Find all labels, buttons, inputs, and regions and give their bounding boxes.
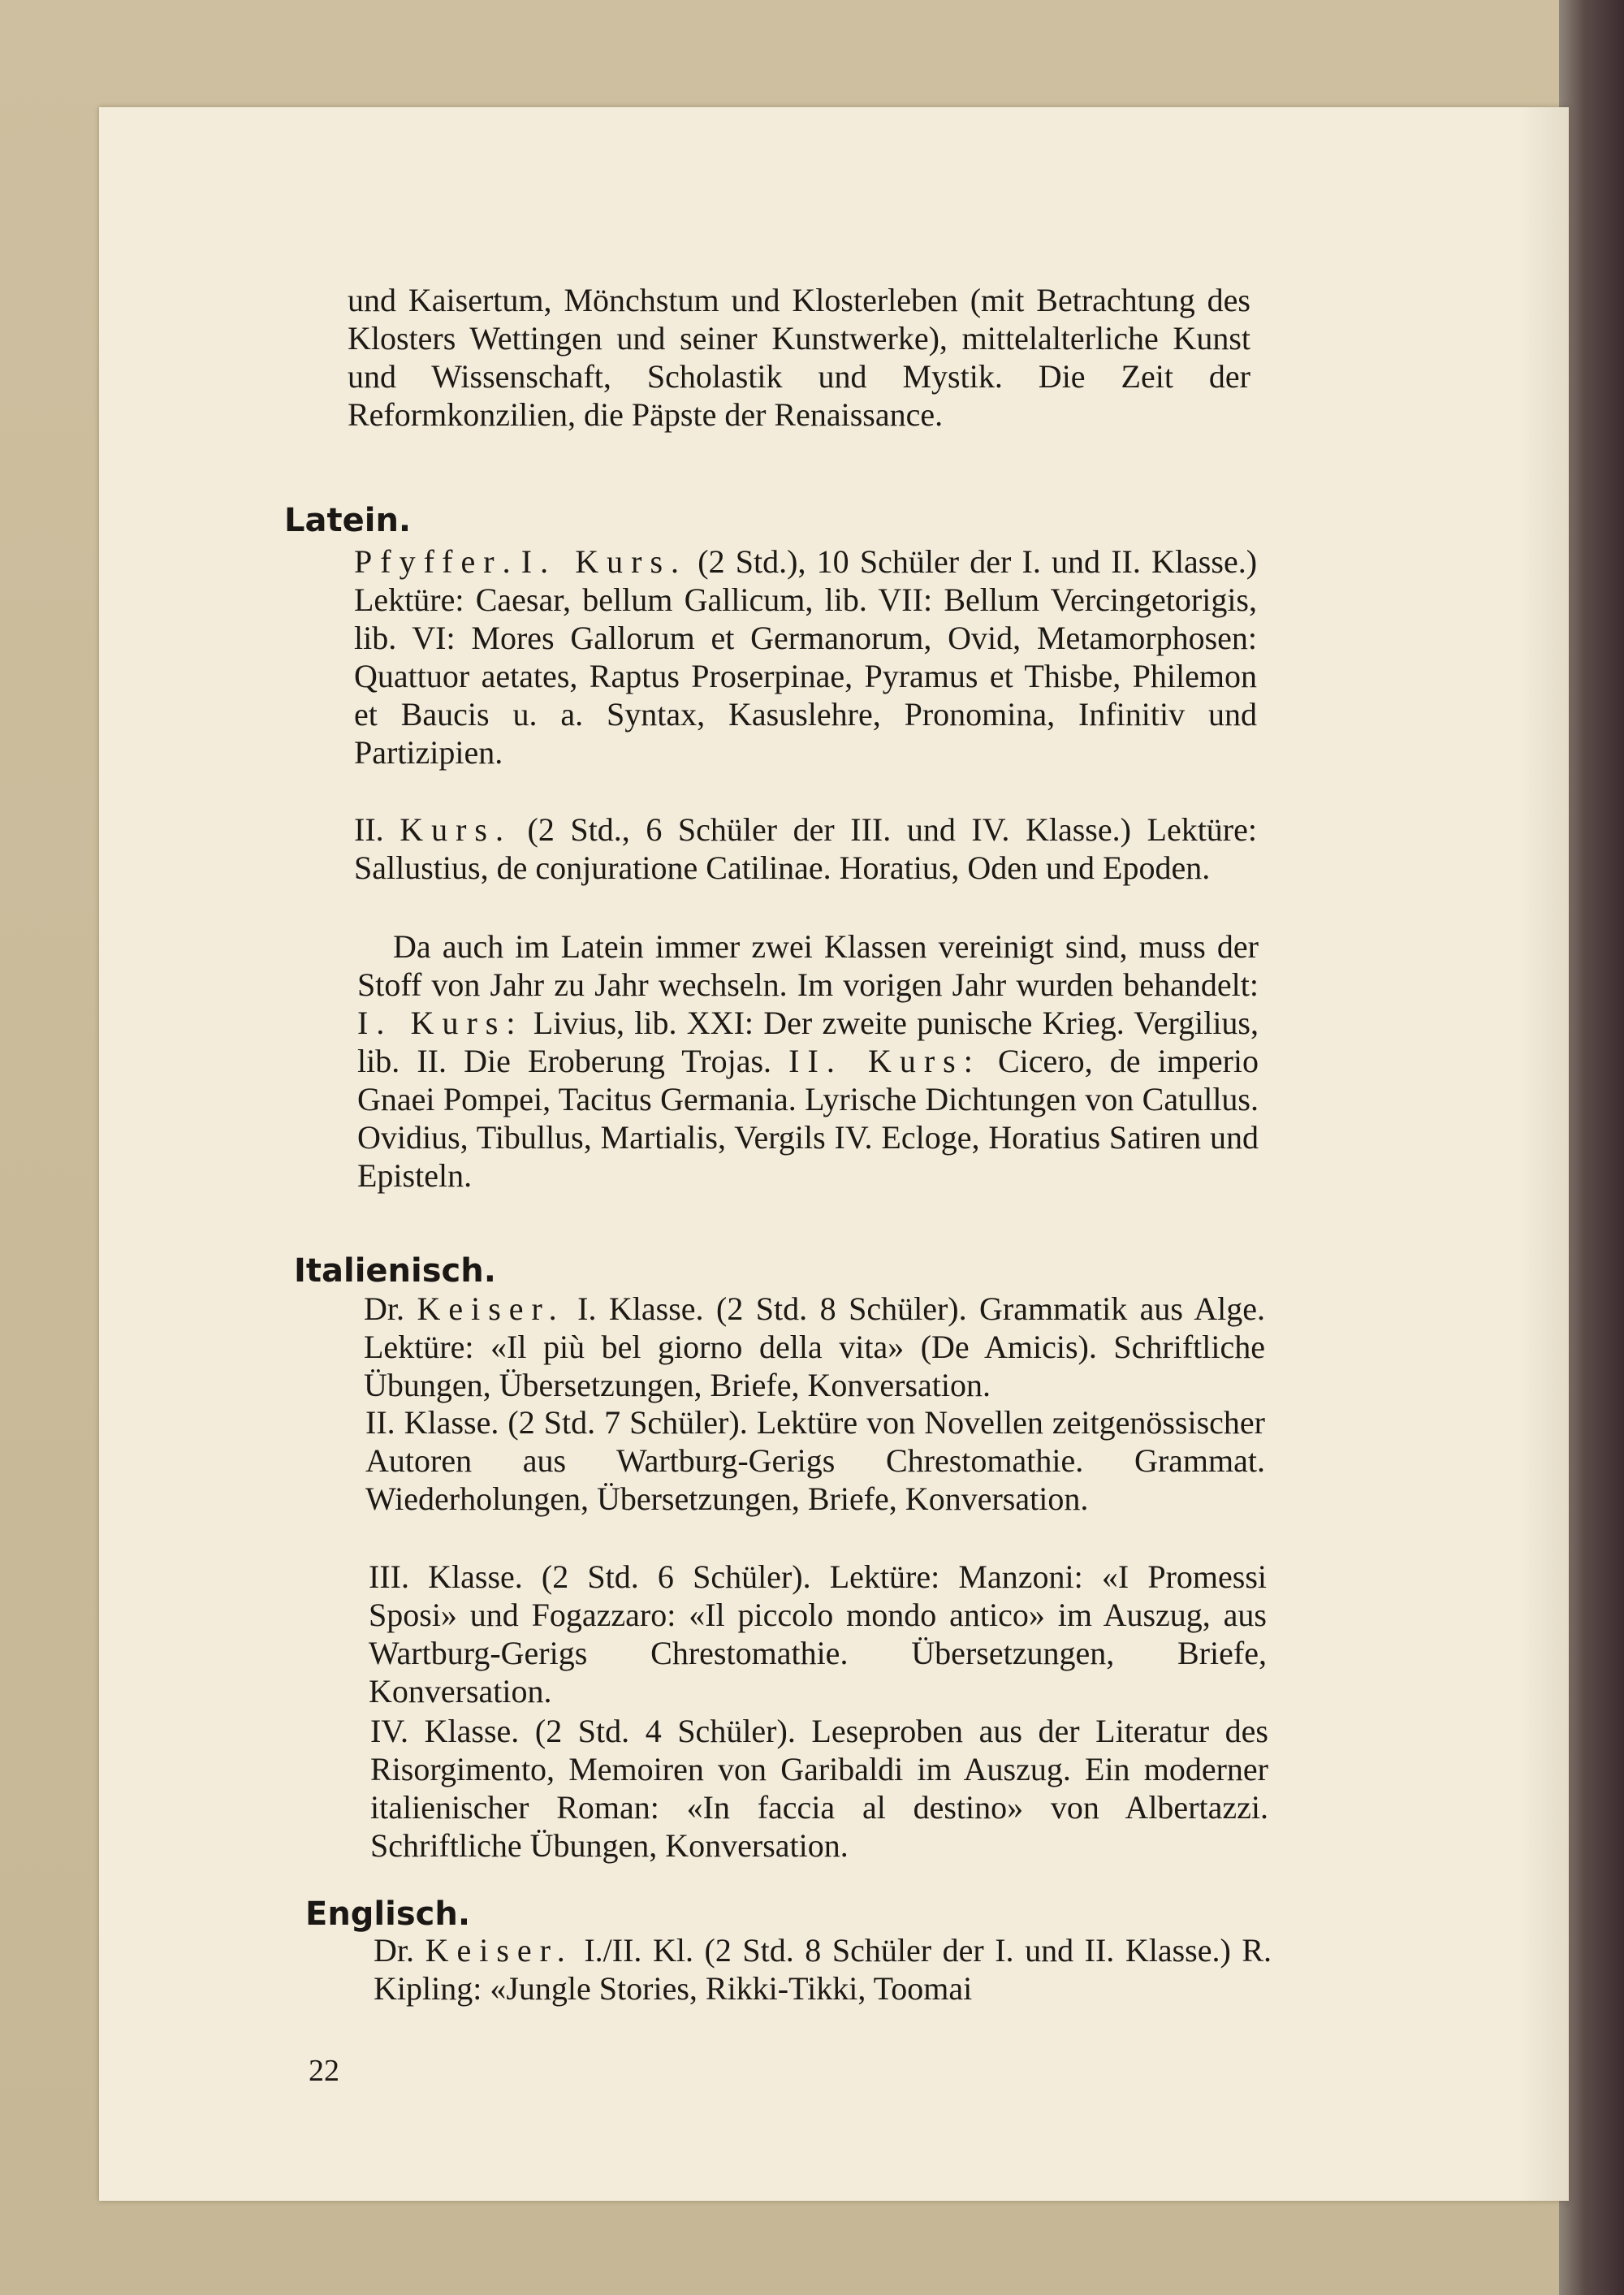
latein-note-kurs1-text: Livius, lib. XXI: Der zweite punische Krieg. Vergilius, lib. II. Die Eroberung Trojas.	[357, 1005, 1259, 1079]
latein-kurs2-roman: II.	[354, 811, 384, 848]
englisch-title: Dr.	[374, 1932, 414, 1969]
latein-kurs2	[354, 810, 1257, 887]
latein-note-kurs2-text: Cicero, de imperio Gnaei Pompei, Tacitus Germania. Lyrische Dichtungen von Catullus. Ovidius, Tibullus, Martialis, Vergils IV. Ecloge, Horatius Satiren und Episteln.	[357, 1043, 1259, 1194]
italienisch-klasse3: III. Klasse. (2 Std. 6 Schüler). Lektüre: Manzoni: «I Promessi Sposi» und Fogazzaro: «Il piccolo mondo antico» im Auszug, aus Wartburg-Gerigs Chrestomathie. Übersetzungen, Briefe, Konversation.	[369, 1558, 1267, 1709]
italienisch-title: Dr.	[364, 1290, 404, 1327]
heading-latein: Latein.	[284, 502, 412, 539]
heading-englisch: Englisch.	[305, 1895, 471, 1933]
latein-note-kurs1-label: I. Kurs:	[357, 1005, 524, 1041]
teacher-name-keiser-englisch: Keiser.	[425, 1932, 573, 1969]
page-number: 22	[309, 2054, 339, 2088]
latein-kurs1: Pfyffer. I. Kurs. (2 Std.), 10 Schüler der I. und II. Klasse.) Lektüre: Caesar, bellum Gallicum, lib. VII: Bellum Vercingetorigis, lib. VI: Mores Gallorum et Germanorum, Ovid, Metamorphosen: Quattuor aetates, Raptus Proserpinae, Pyramus et Thisbe, Philemon et Baucis u. a. Syntax, Kasuslehre, Pronomina, Infinitiv und Partizipien.	[354, 543, 1258, 771]
englisch-text: I./II. Kl. (2 Std. 8 Schüler der I. und II. Klasse.) R. Kipling: «Jungle Stories, Rikki-Tikki, Toomai	[374, 1932, 1272, 2007]
teacher-name-pfyffer: Pfyffer	[354, 543, 503, 580]
latein-note-intro: Da auch im Latein immer zwei Klassen vereinigt sind, muss der Stoff von Jahr zu Jahr wechseln. Im vorigen Jahr wurden behandelt:	[357, 928, 1259, 1003]
intro-paragraph: und Kaisertum, Mönchstum und Klosterleben (mit Betrachtung des Klosters Wettingen und seiner Kunstwerke), mittelalterliche Kunst und Wissenschaft, Scholastik und Mystik. Die Zeit der Reformkonzilien, die Päpste der Renaissance.	[348, 282, 1250, 433]
latein-kurs2-word: Kurs.	[400, 811, 512, 848]
latein-note	[357, 927, 1259, 1195]
italienisch-klasse2: II. Klasse. (2 Std. 7 Schüler). Lektüre von Novellen zeitgenössischer Autoren aus Wartburg-Gerigs Chrestomathie. Grammat. Wiederholungen, Übersetzungen, Briefe, Konversation.	[365, 1404, 1265, 1517]
italienisch-klasse4: IV. Klasse. (2 Std. 4 Schüler). Leseproben aus der Literatur des Risorgimento, Memoiren von Garibaldi im Auszug. Ein moderner italienischer Roman: «In faccia al destino» von Albertazzi. Schriftliche Übungen, Konversation.	[370, 1713, 1268, 1864]
page-gutter-shadow	[1520, 107, 1569, 2201]
book-edge	[1559, 0, 1624, 2295]
latein-kurs2-text: (2 Std., 6 Schüler der III. und IV. Klasse.) Lektüre: Sallustius, de conjuratione Catilinae. Horatius, Oden und Epoden.	[354, 811, 1257, 886]
englisch-paragraph	[374, 1931, 1272, 2008]
heading-italienisch: Italienisch.	[294, 1252, 496, 1290]
latein-kurs1-label: I. Kurs.	[520, 543, 688, 580]
teacher-name-keiser: Keiser.	[417, 1290, 565, 1327]
italienisch-klasse1-text: I. Klasse. (2 Std. 8 Schüler). Grammatik aus Alge. Lektüre: «Il più bel giorno della vita» (De Amicis). Schriftliche Übungen, Übersetzungen, Briefe, Konversation.	[364, 1290, 1266, 1403]
latein-note-kurs2-label: II. Kurs:	[788, 1043, 981, 1079]
latein-kurs1-text: (2 Std.), 10 Schüler der I. und II. Klasse.) Lektüre: Caesar, bellum Gallicum, lib. VII: Bellum Vercingetorigis, lib. VI: Mores Gallorum et Germanorum, Ovid, Metamorphosen: Quattuor aetates, Raptus Proserpinae, Pyramus et Thisbe, Philemon et Baucis u. a. Syntax, Kasuslehre, Pronomina, Infinitiv und Partizipien.	[354, 543, 1258, 771]
italienisch-klasse1	[364, 1290, 1265, 1404]
